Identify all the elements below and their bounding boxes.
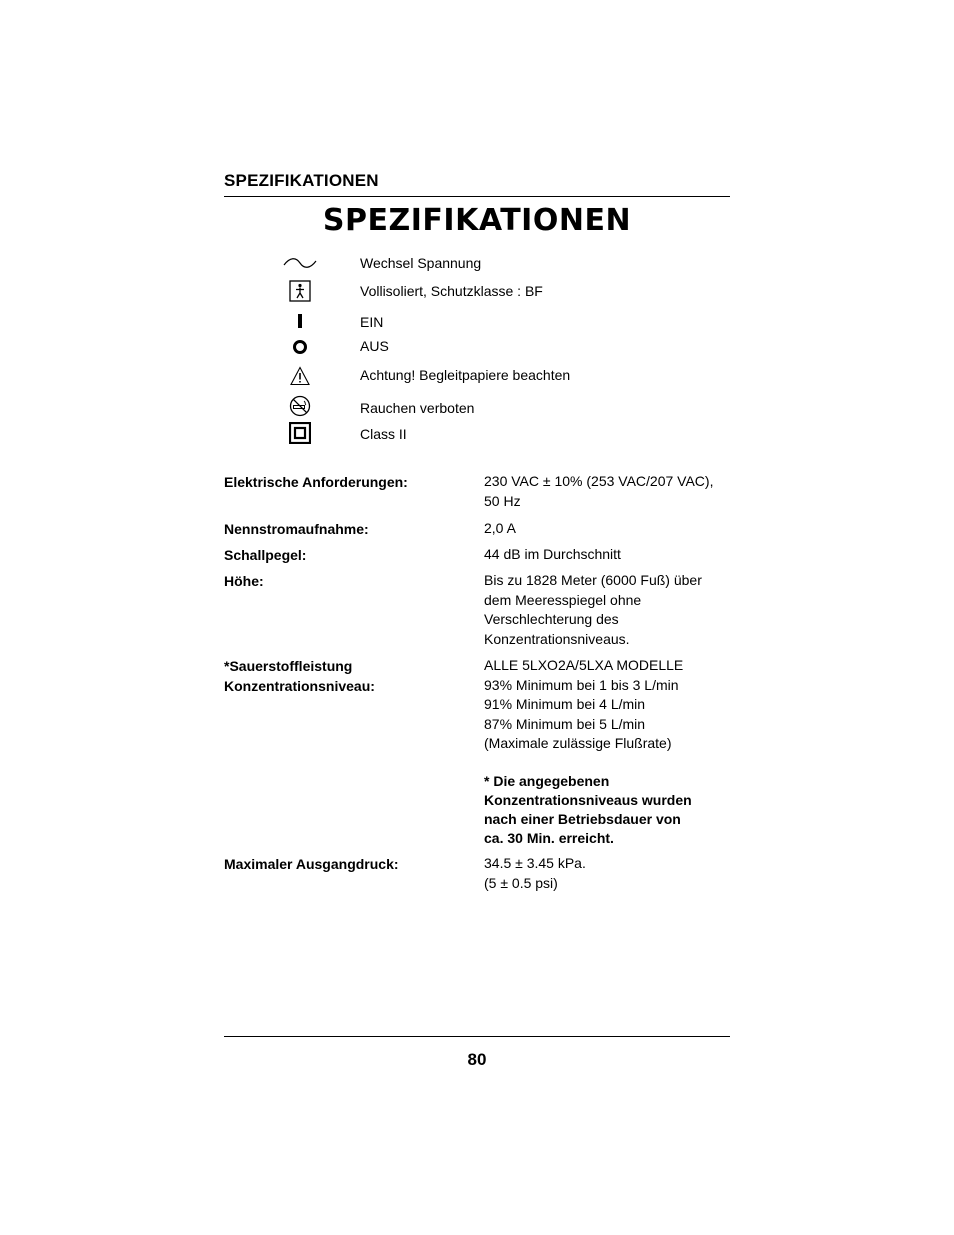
value-line: 50 Hz — [484, 492, 521, 509]
page-title: SPEZIFIKATIONEN — [322, 203, 632, 238]
oxygen-footnote — [484, 772, 734, 848]
value-line: dem Meeresspiegel ohne — [484, 591, 642, 608]
power-off-icon — [280, 338, 320, 356]
value-line: Konzentrationsniveaus. — [484, 630, 630, 647]
type-bf-applied-part-icon — [280, 279, 320, 303]
section-header: SPEZIFIKATIONEN — [224, 171, 379, 190]
power-on-icon — [280, 312, 320, 330]
note-line: Konzentrationsniveaus wurden — [484, 792, 692, 808]
symbol-label-class-ii: Class II — [360, 426, 407, 442]
spec-value-pressure — [484, 854, 734, 893]
spec-label-sound: Schallpegel: — [224, 547, 307, 563]
no-smoking-icon — [280, 394, 320, 418]
spec-value-oxygen — [484, 656, 734, 754]
ac-wave-icon — [280, 254, 320, 272]
spec-label-oxygen — [224, 656, 375, 696]
note-line: ca. 30 Min. erreicht. — [484, 830, 614, 846]
page-number: 80 — [467, 1050, 487, 1069]
footer-rule — [224, 1036, 730, 1037]
header-rule — [224, 196, 730, 197]
spec-value-current: 2,0 A — [484, 520, 516, 536]
spec-label-current: Nennstromaufnahme: — [224, 521, 369, 537]
value-line: Verschlechterung des — [484, 611, 619, 627]
value-line: 87% Minimum bei 5 L/min — [484, 715, 646, 732]
value-line: 230 VAC ± 10% (253 VAC/207 VAC), — [484, 473, 714, 489]
note-line: * Die angegebenen — [484, 773, 610, 789]
spec-value-electrical — [484, 472, 734, 511]
symbol-label-off: AUS — [360, 338, 389, 354]
symbol-label-bf: Vollisoliert, Schutzklasse : BF — [360, 283, 543, 299]
symbol-label-no-smoking: Rauchen verboten — [360, 400, 475, 416]
value-line: (Maximale zulässige Flußrate) — [484, 735, 672, 751]
value-line: ALLE 5LXO2A/5LXA MODELLE — [484, 657, 684, 673]
symbol-label-ac: Wechsel Spannung — [360, 255, 482, 271]
value-line: 93% Minimum bei 1 bis 3 L/min — [484, 676, 679, 693]
label-line: *Sauerstoffleistung — [224, 658, 353, 674]
label-line: Konzentrationsniveau: — [224, 678, 375, 694]
value-line: (5 ± 0.5 psi) — [484, 874, 558, 891]
symbol-label-on: EIN — [360, 314, 384, 330]
symbol-label-warning: Achtung! Begleitpapiere beachten — [360, 367, 571, 383]
warning-triangle-icon — [280, 365, 320, 387]
value-line: Bis zu 1828 Meter (6000 Fuß) über — [484, 572, 702, 588]
spec-value-sound: 44 dB im Durchschnitt — [484, 546, 621, 562]
spec-label-pressure: Maximaler Ausgangdruck: — [224, 856, 399, 872]
class-ii-icon — [280, 421, 320, 445]
spec-value-altitude — [484, 571, 734, 649]
value-line: 91% Minimum bei 4 L/min — [484, 696, 646, 712]
spec-label-electrical: Elektrische Anforderungen: — [224, 474, 408, 490]
value-line: 34.5 ± 3.45 kPa. — [484, 855, 586, 871]
spec-label-altitude: Höhe: — [224, 573, 264, 589]
note-line: nach einer Betriebsdauer von — [484, 811, 681, 827]
